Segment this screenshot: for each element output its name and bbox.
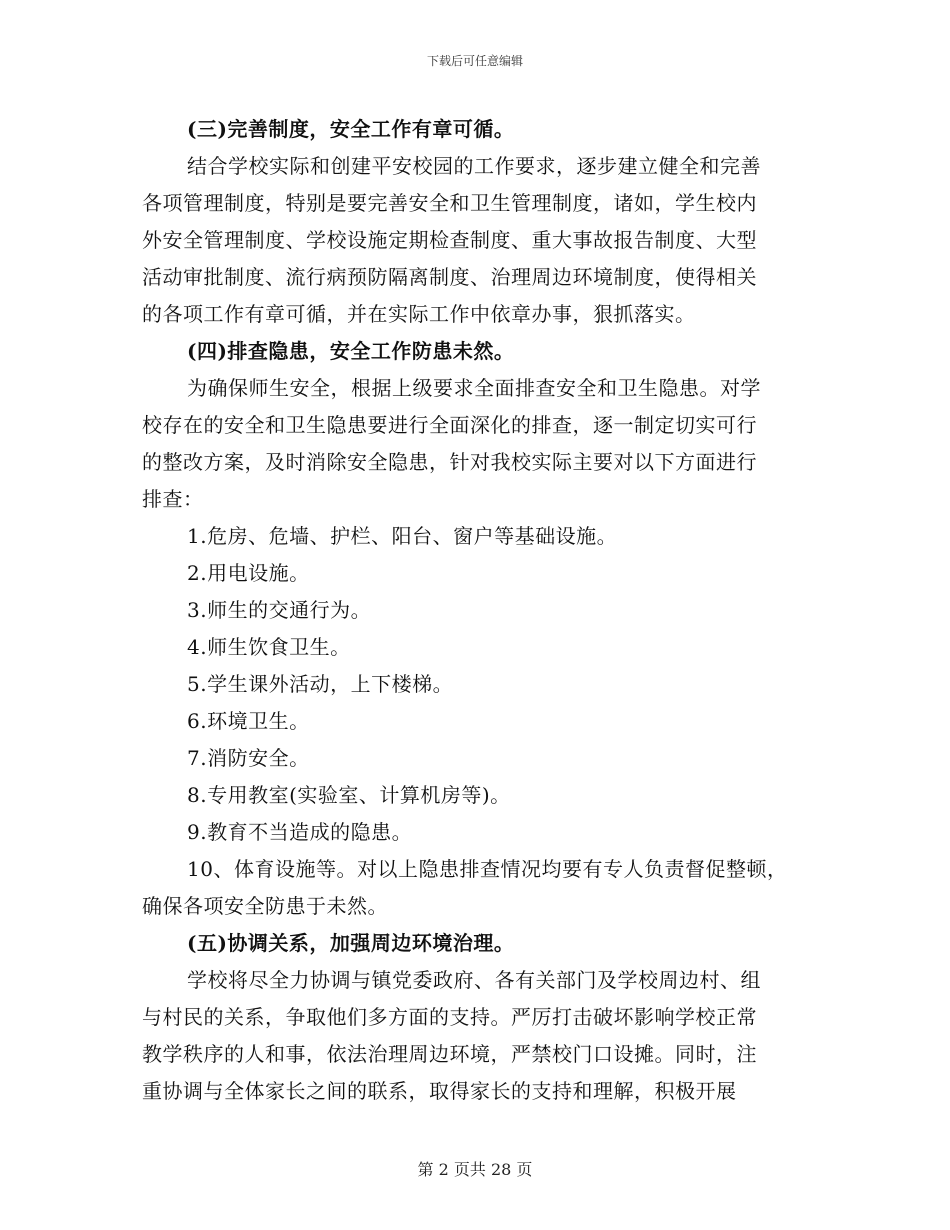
- list-item: 1.危房、危墙、护栏、阳台、窗户等基础设施。: [187, 524, 618, 548]
- page-header: 下载后可任意编辑: [426, 54, 523, 68]
- page-footer: 第 2 页共 28 页: [417, 1160, 533, 1179]
- list-item: 7.消防安全。: [187, 746, 310, 770]
- list-item: 8.专用教室(实验室、计算机房等)。: [187, 783, 511, 807]
- paragraph-line: 为确保师生安全，根据上级要求全面排查安全和卫生隐患。对学: [187, 376, 761, 400]
- paragraph-line: 活动审批制度、流行病预防隔离制度、治理周边环境制度，使得相关: [142, 265, 757, 289]
- section-heading-3: (三)完善制度，安全工作有章可循。: [187, 117, 515, 141]
- section-heading-4: (四)排查隐患，安全工作防患未然。: [187, 339, 515, 363]
- paragraph-line: 学校将尽全力协调与镇党委政府、各有关部门及学校周边村、组: [187, 968, 761, 992]
- paragraph-line: 结合学校实际和创建平安校园的工作要求，逐步建立健全和完善: [187, 154, 761, 178]
- paragraph-line: 各项管理制度，特别是要完善安全和卫生管理制度，诸如，学生校内: [142, 191, 757, 215]
- list-item: 9.教育不当造成的隐患。: [187, 820, 413, 844]
- list-item: 3.师生的交通行为。: [187, 598, 372, 622]
- paragraph-line: 与村民的关系，争取他们多方面的支持。严厉打击破坏影响学校正常: [142, 1005, 757, 1029]
- paragraph-line: 教学秩序的人和事，依法治理周边环境，严禁校门口设摊。同时，注: [142, 1042, 757, 1066]
- paragraph-line: 的各项工作有章可循，并在实际工作中依章办事，狠抓落实。: [142, 302, 696, 326]
- list-item: 5.学生课外活动，上下楼梯。: [187, 672, 454, 696]
- paragraph-line: 排查：: [142, 487, 204, 511]
- paragraph-line: 的整改方案，及时消除安全隐患，针对我校实际主要对以下方面进行: [142, 450, 757, 474]
- list-item: 10、体育设施等。对以上隐患排查情况均要有专人负责督促整顿，: [187, 857, 788, 881]
- paragraph-line: 确保各项安全防患于未然。: [142, 894, 388, 918]
- section-heading-5: (五)协调关系，加强周边环境治理。: [187, 931, 515, 955]
- paragraph-line: 外安全管理制度、学校设施定期检查制度、重大事故报告制度、大型: [142, 228, 757, 252]
- list-item: 2.用电设施。: [187, 561, 310, 585]
- paragraph-line: 校存在的安全和卫生隐患要进行全面深化的排查，逐一制定切实可行: [142, 413, 757, 437]
- paragraph-line: 重协调与全体家长之间的联系，取得家长的支持和理解，积极开展: [142, 1079, 737, 1103]
- list-item: 4.师生饮食卫生。: [187, 635, 351, 659]
- list-item: 6.环境卫生。: [187, 709, 310, 733]
- document-body: [142, 111, 812, 1110]
